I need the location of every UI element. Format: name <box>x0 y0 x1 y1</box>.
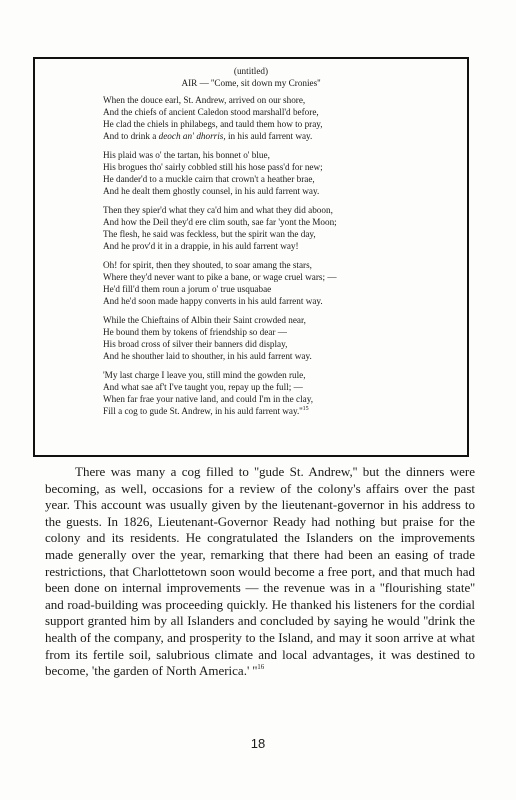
poem-line-text: And what sae af't I've taught you, repay up the full; — <box>103 382 303 392</box>
poem-line <box>103 283 455 295</box>
poem-line-text: The flesh, he said was feckless, but the spirit wan the day, <box>103 229 316 239</box>
body-paragraph <box>45 464 475 680</box>
poem-line <box>103 381 455 393</box>
poem-stanza <box>103 314 455 362</box>
poem-stanza <box>103 369 455 417</box>
poem-line-text: And he dealt them ghostly counsel, in his auld farrent way. <box>103 186 320 196</box>
poem-stanza <box>103 259 455 307</box>
poem-line-text: And the chiefs of ancient Caledon stood marshall'd before, <box>103 107 319 117</box>
poem-line-text: His broad cross of silver their banners did display, <box>103 339 288 349</box>
poem-line-text: His brogues tho' sairly cobbled still his hose pass'd for new; <box>103 162 323 172</box>
poem-line <box>103 393 455 405</box>
poem-line-text: Fill a cog to gude St. Andrew, in his auld farrent way.'' <box>103 406 303 416</box>
poem-line-text: And he'd soon made happy converts in his auld farrent way. <box>103 296 323 306</box>
poem-line <box>103 259 455 271</box>
poem-line-text: And he shouther laid to shouther, in his auld farrent way. <box>103 351 312 361</box>
poem-stanza <box>103 94 455 142</box>
poem-line-text: And to drink a <box>103 131 159 141</box>
poem-line <box>103 326 455 338</box>
poem-line-text: He'd fill'd them roun a jorum o' true usquabae <box>103 284 272 294</box>
poem-line <box>103 204 455 216</box>
poem-title: (untitled) <box>233 66 269 76</box>
poem-line-text: He dander'd to a muckle cairn that crown't a heather brae, <box>103 174 315 184</box>
poem-line-text: Then they spier'd what they ca'd him and what they did aboon, <box>103 205 333 215</box>
poem-stanzas <box>103 94 455 417</box>
poem-line-text: Oh! for spirit, then they shouted, to soar amang the stars, <box>103 260 312 270</box>
poem-line <box>103 106 455 118</box>
poem-line <box>103 271 455 283</box>
poem-line-text: Where they'd never want to pike a bane, or wage cruel wars; — <box>103 272 337 282</box>
poem-line-text-end: in his auld farrent way. <box>225 131 313 141</box>
poem-line-text: And he prov'd it in a drappie, in his auld farrent way! <box>103 241 299 251</box>
page-number: 18 <box>250 736 266 751</box>
poem-line-text: While the Chieftains of Albin their Saint crowded near, <box>103 315 306 325</box>
paragraph-text: There was many a cog filled to ''gude St. Andrew,'' but the dinners were becoming, as well, occasions for a review of the colony's affairs over the past year. This account was usually given by the lieutenant-governor in his address to the guests. In 1826, Lieutenant-Governor Ready had nothing but praise for the colony and its residents. He congratulated the Islanders on the improvements made generally over the year, remarking that there had been an easing of trade restrictions, that Charlottetown soon would become a free port, and that much had been done on internal improvements — the revenue was in a ''flourishing state'' and road-building was proceeding quickly. He thanked his listeners for the cordial support granted him by all Islanders and concluded by saying he would ''drink the health of the company, and prosperity to the Island, and may it soon arrive at what from its fertile soil, salubrious climate and local advantages, it was destined to become, 'the garden of North America.' '' <box>45 464 475 679</box>
poem-line <box>103 338 455 350</box>
poem-line-text: He bound them by tokens of friendship so dear — <box>103 327 287 337</box>
poem-line <box>103 118 455 130</box>
poem-line <box>103 314 455 326</box>
poem-box <box>33 57 469 457</box>
poem-line-text: And how the Deil they'd ere clim south, sae far 'yont the Moon; <box>103 217 337 227</box>
poem-line <box>103 185 455 197</box>
poem-line-italic: deoch an' dhorris, <box>158 131 226 141</box>
poem-line <box>103 369 455 381</box>
poem-line-text: When far frae your native land, and could I'm in the clay, <box>103 394 313 404</box>
poem-line <box>103 295 455 307</box>
poem-stanza <box>103 149 455 197</box>
footnote-marker: 15 <box>302 405 309 412</box>
poem-line <box>103 94 455 106</box>
poem-line <box>103 161 455 173</box>
poem-line <box>103 173 455 185</box>
poem-line-text: 'My last charge I leave you, still mind the gowden rule, <box>103 370 306 380</box>
poem-line <box>103 228 455 240</box>
footnote-marker: 16 <box>257 663 265 672</box>
poem-line <box>103 149 455 161</box>
poem-line-text: When the douce earl, St. Andrew, arrived on our shore, <box>103 95 306 105</box>
poem-line <box>103 240 455 252</box>
poem-line-text: He clad the chiels in philabegs, and tauld them how to pray, <box>103 119 323 129</box>
poem-line <box>103 130 455 142</box>
body-text <box>45 464 475 680</box>
poem-line <box>103 405 455 417</box>
poem-stanza <box>103 204 455 252</box>
poem-line <box>103 350 455 362</box>
poem-line-text: His plaid was o' the tartan, his bonnet o' blue, <box>103 150 270 160</box>
poem-air-line: AIR — ''Come, sit down my Cronies'' <box>181 78 321 88</box>
poem-line <box>103 216 455 228</box>
